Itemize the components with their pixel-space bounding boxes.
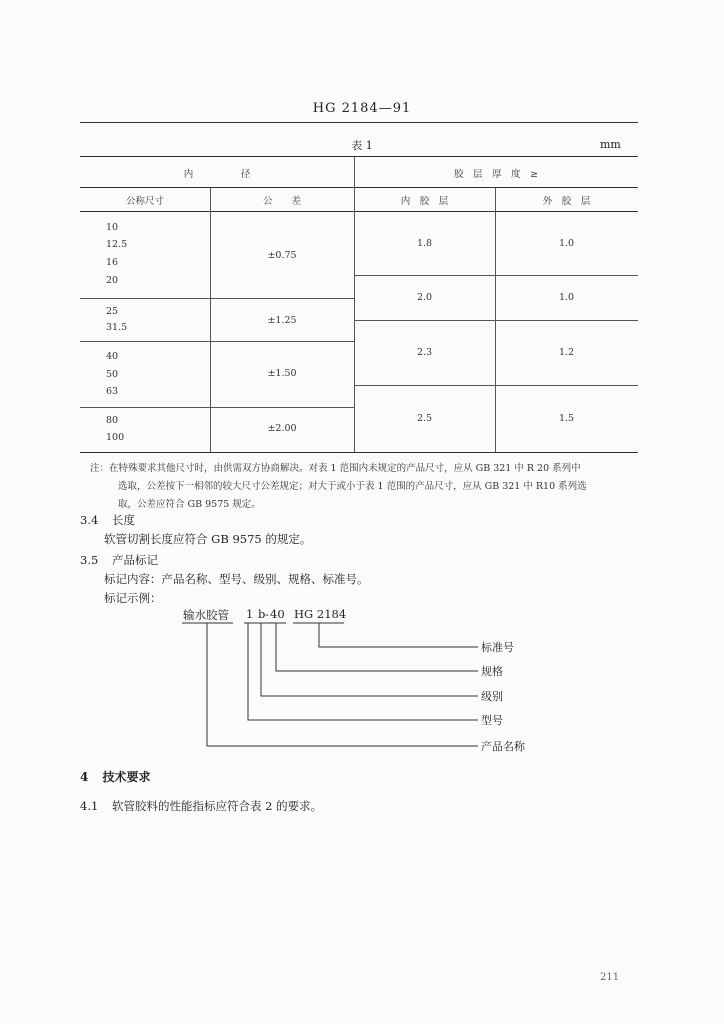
marking-standard: HG 2184 [294,607,347,621]
page-number: 211 [600,972,620,983]
outer-layer-value: 1.2 [558,347,575,358]
nominal-size: 31.5 [106,322,128,333]
tolerance-value: ±2.00 [267,423,297,434]
nominal-size: 80 [106,415,119,426]
inner-layer-value: 2.3 [416,347,433,358]
section-4-heading [80,768,151,785]
label-grade: 级别 [481,690,503,703]
note-line: 取，公差应符合 GB 9575 规定。 [118,499,261,510]
nominal-size: 63 [106,386,119,397]
header-layer-thickness: 胶 层 厚 度 ≥ [454,169,538,180]
nominal-size: 40 [106,351,119,362]
nominal-size: 50 [106,369,119,380]
label-size: 规格 [481,665,503,678]
nominal-size: 12.5 [106,239,128,250]
section-number: 4.1 [80,799,99,813]
table-title: 表 1 [351,139,373,152]
table-unit: mm [600,138,621,151]
outer-layer-value: 1.0 [558,238,575,249]
header-tolerance: 公 差 [262,196,301,207]
marking-type: 1 [246,607,254,621]
header-outer-layer: 外 胶 层 [542,196,591,207]
marking-content: 标记内容：产品名称、型号、级别、规格、标准号。 [104,572,369,586]
header-inner-layer: 内 胶 层 [400,196,449,207]
inner-layer-value: 1.8 [416,238,433,249]
outer-layer-value: 1.0 [558,292,575,303]
nominal-size: 10 [106,222,119,233]
inner-layer-value: 2.0 [416,292,433,303]
marking-product-name: 输水胶管 [183,608,229,622]
standard-code-header: HG 2184—91 [312,101,412,116]
section-number: 3.5 [80,553,99,567]
section-text: 软管胶料的性能指标应符合表 2 的要求。 [111,799,323,813]
marking-example-label: 标记示例： [104,591,162,605]
note-line: 选取，公差按下一相邻的较大尺寸公差规定；对大于或小于表 1 范围的产品尺寸，应从 GB 321 中 R10 系列选 [118,481,587,492]
nominal-size: 20 [106,275,119,286]
header-nominal-size: 公称尺寸 [125,196,164,207]
marking-separator: - [265,607,269,621]
inner-layer-value: 2.5 [416,413,433,424]
section-number: 3.4 [80,513,99,527]
marking-grade: b [258,607,266,621]
tolerance-value: ±1.25 [267,315,297,326]
nominal-size: 100 [106,432,125,443]
label-product-name: 产品名称 [481,740,525,753]
outer-layer-value: 1.5 [558,413,575,424]
nominal-size: 25 [106,306,119,317]
section-title: 产品标记 [111,553,158,567]
section-title: 长度 [111,513,135,527]
label-standard: 标准号 [481,641,514,654]
header-inner-diameter: 内 径 [183,169,251,180]
note-line: 注：在特殊要求其他尺寸时，由供需双方协商解决。对表 1 范围内未规定的产品尺寸，应从 GB 321 中 R 20 系列中 [90,463,581,474]
tolerance-value: ±0.75 [267,250,297,261]
label-type: 型号 [481,714,503,727]
section-3-4-text: 软管切割长度应符合 GB 9575 的规定。 [104,532,312,546]
tolerance-value: ±1.50 [267,368,297,379]
section-title: 技术要求 [102,770,151,784]
section-number: 4 [80,770,89,784]
marking-size: 40 [270,607,285,621]
section-4-1 [80,798,322,814]
nominal-size: 16 [106,257,119,268]
